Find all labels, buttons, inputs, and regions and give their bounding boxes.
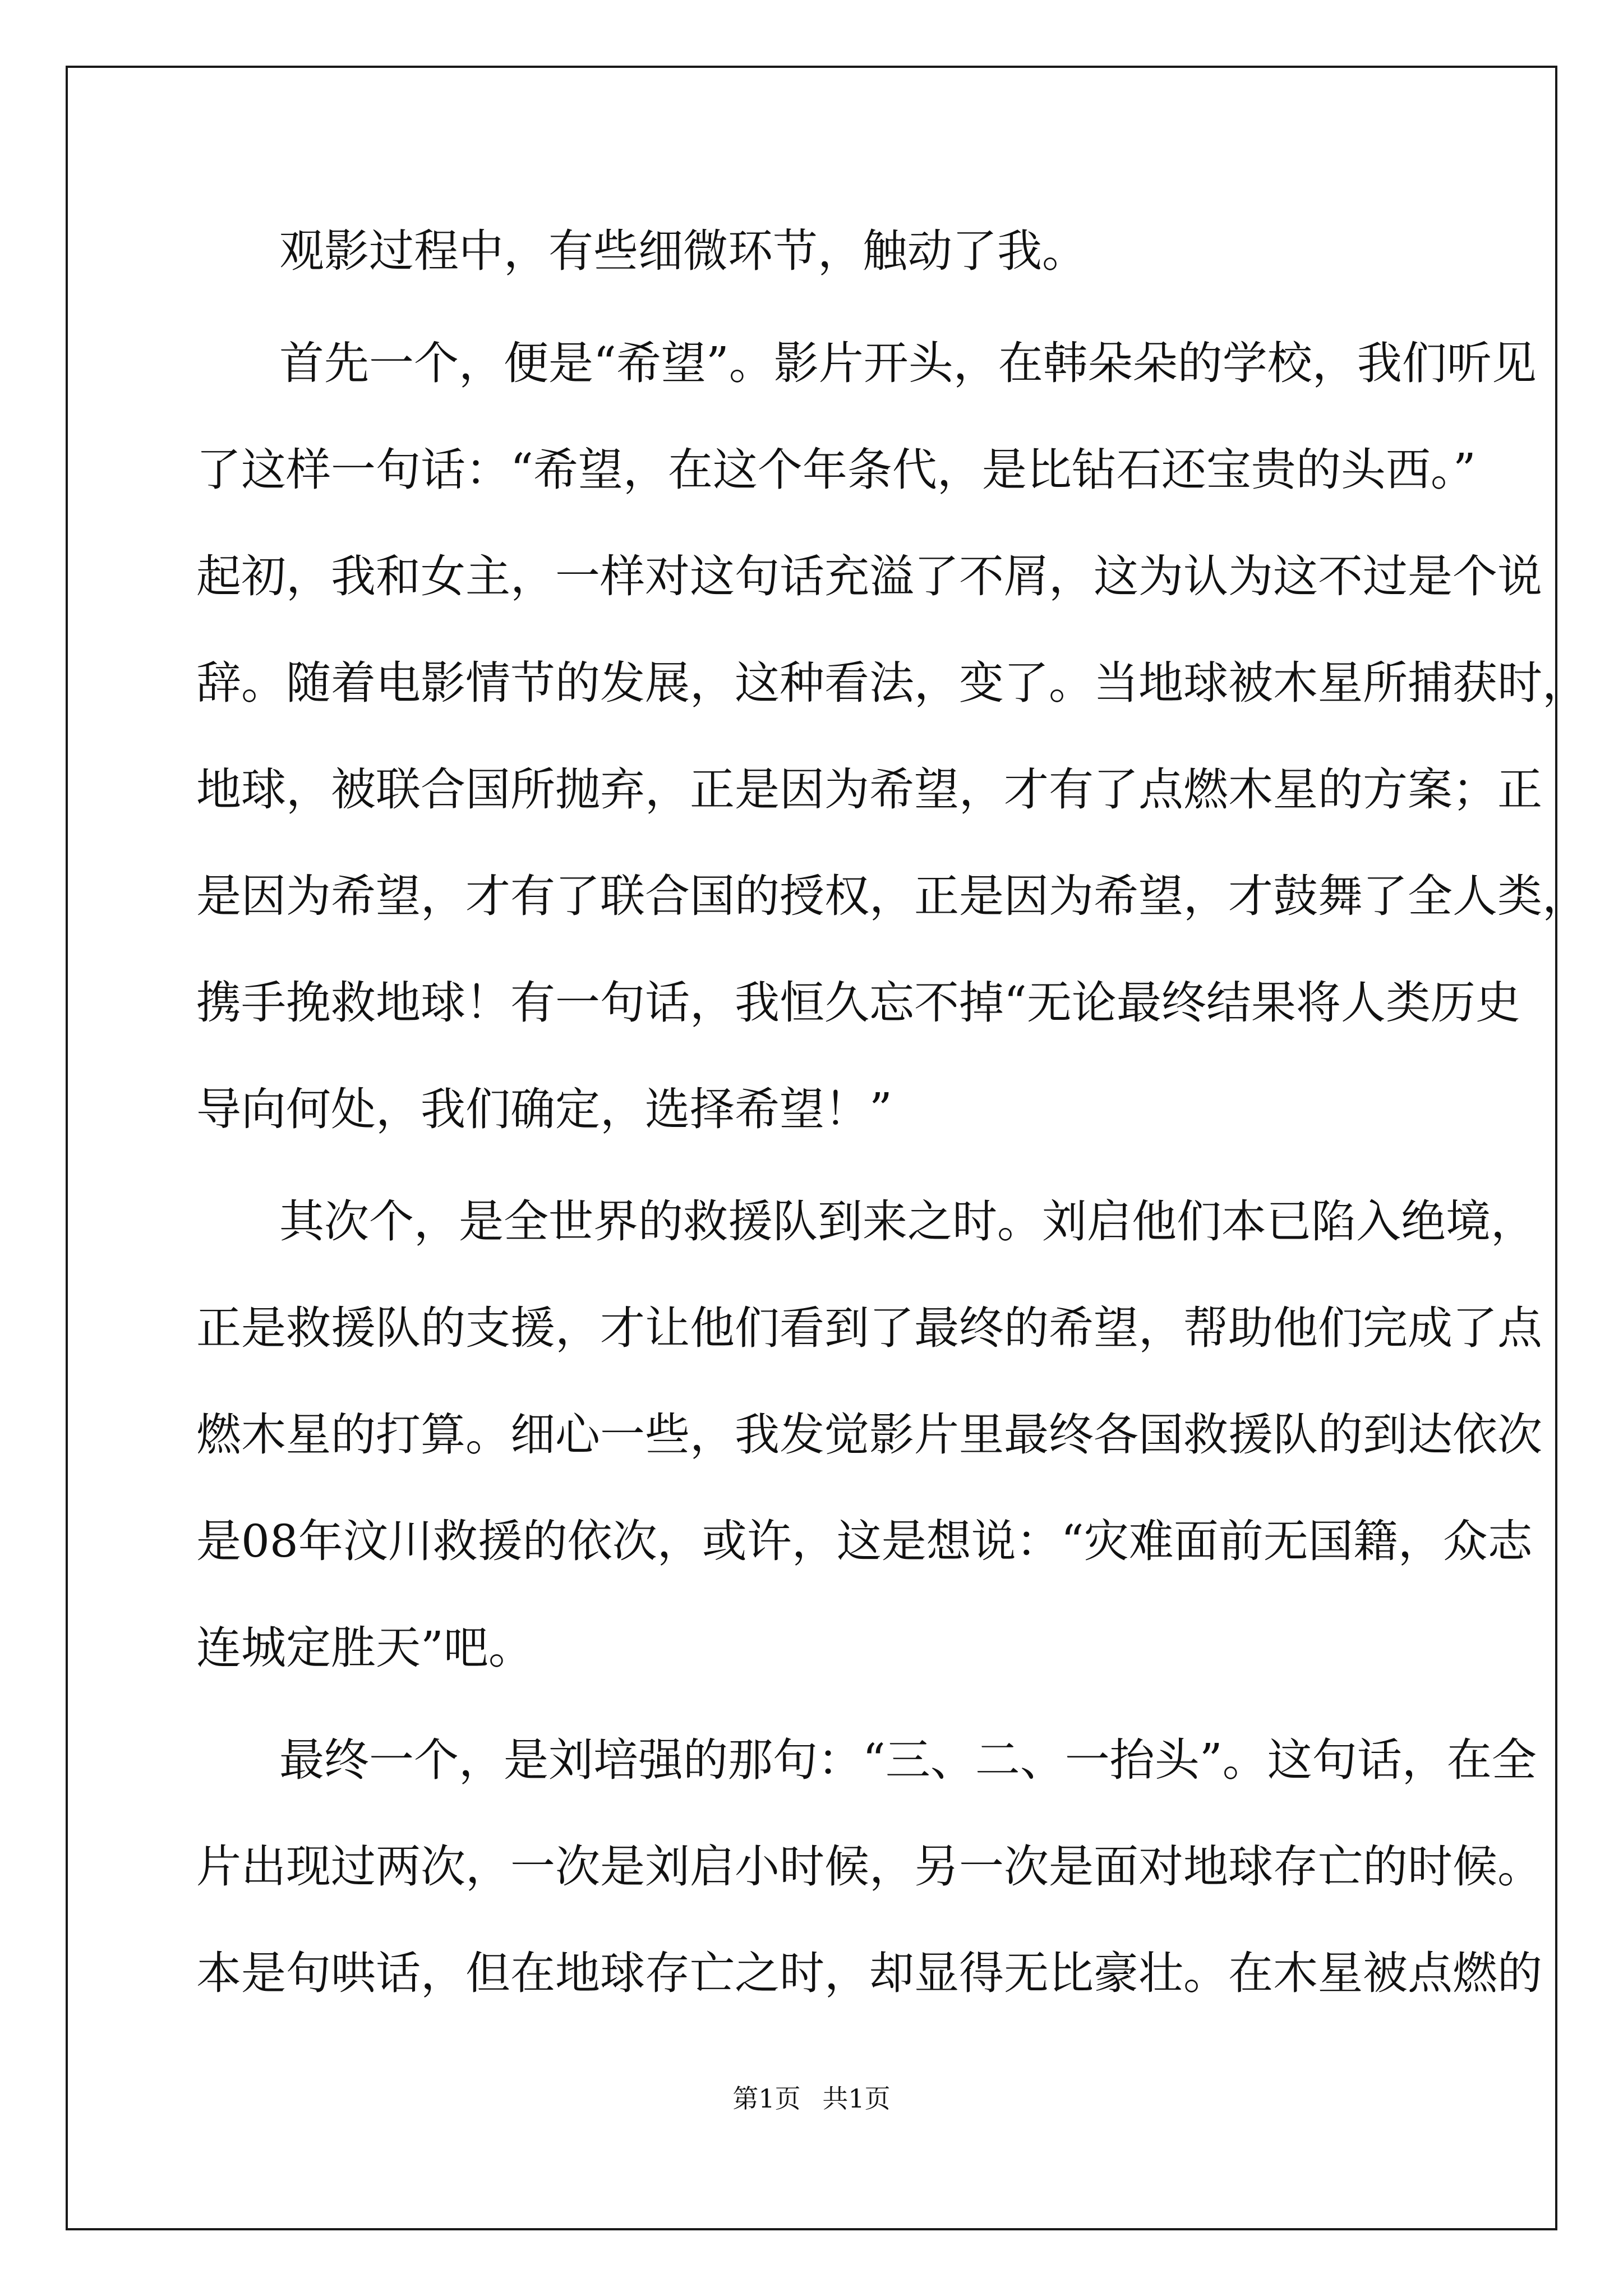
page-footer bbox=[0, 2078, 1623, 2115]
paragraph-line: 本是句哄话，但在地球存亡之时，却显得无比豪壮。在木星被点燃的 bbox=[196, 1947, 1542, 1999]
paragraph-line: 导向何处，我们确定，选择希望！” bbox=[196, 1083, 892, 1135]
paragraph-line: 燃木星的打算。细心一些，我发觉影片里最终各国救援队的到达依次 bbox=[196, 1409, 1542, 1461]
paragraph-line: 连城定胜天”吧。 bbox=[196, 1622, 533, 1674]
paragraph-line: 最终一个，是刘培强的那句：“三、二、一抬头”。这句话，在全 bbox=[279, 1734, 1537, 1786]
paragraph-line: 其次个，是全世界的救援队到来之时。刘启他们本已陷入绝境， bbox=[279, 1195, 1536, 1248]
paragraph-line: 片出现过两次，一次是刘启小时候，另一次是面对地球存亡的时候。 bbox=[196, 1841, 1542, 1893]
paragraph-line: 地球，被联合国所抛弃，正是因为希望，才有了点燃木星的方案；正 bbox=[196, 763, 1542, 816]
paragraph-line: 观影过程中，有些细微环节，触动了我。 bbox=[279, 225, 1087, 277]
paragraph-line: 首先一个，便是“希望”。影片开头，在韩朵朵的学校，我们听见 bbox=[279, 337, 1537, 389]
paragraph-line: 起初，我和女主，一样对这句话充溢了不屑，这为认为这不过是个说 bbox=[196, 550, 1542, 602]
paragraph-line: 了这样一句话：“希望，在这个年条代，是比钻石还宝贵的头西。” bbox=[196, 444, 1476, 496]
paragraph-line: 是因为希望，才有了联合国的授权，正是因为希望，才鼓舞了全人类， bbox=[196, 870, 1587, 922]
paragraph-line: 正是救援队的支援，才让他们看到了最终的希望，帮助他们完成了点 bbox=[196, 1302, 1542, 1354]
paragraph-line: 辞。随着电影情节的发展，这种看法，变了。当地球被木星所捕获时， bbox=[196, 657, 1587, 709]
paragraph-line: 是08年汶川救援的依次，或许，这是想说：“灾难面前无国籍，众志 bbox=[196, 1515, 1533, 1567]
paragraph-line: 携手挽救地球！有一句话，我恒久忘不掉“无论最终结果将人类历史 bbox=[196, 977, 1520, 1029]
page-total: 共1页 bbox=[822, 2083, 891, 2114]
page-number: 第1页 bbox=[732, 2083, 801, 2114]
